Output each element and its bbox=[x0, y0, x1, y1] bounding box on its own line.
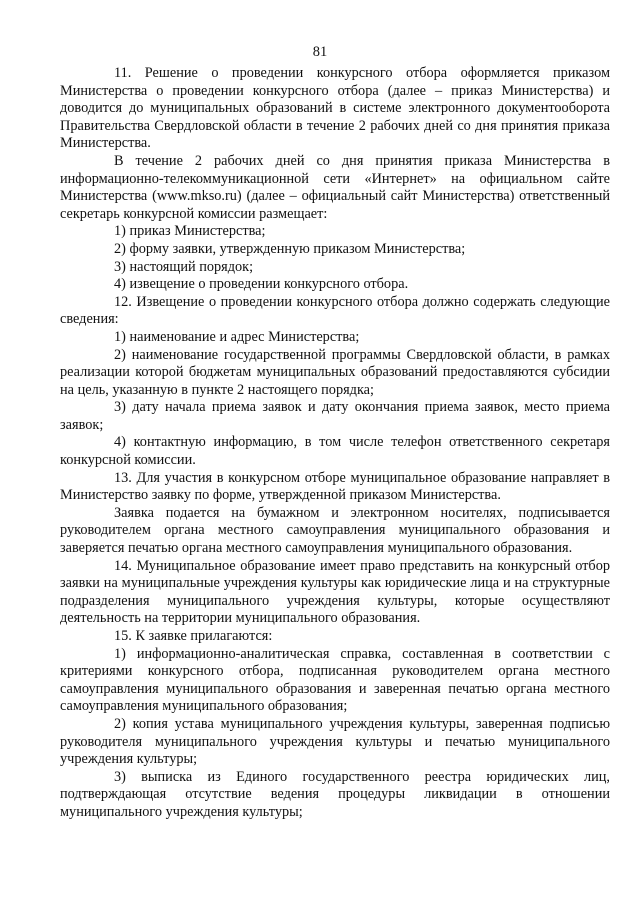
list-item: 2) форму заявки, утвержденную приказом Министерства; bbox=[114, 240, 466, 257]
list-item: 2) копия устава муниципального учреждения культуры, заверенная подписью руководителя муниципального учреждения культуры и печатью муниципального учреждения культуры; bbox=[60, 715, 610, 768]
paragraph-12: 12. Извещение о проведении конкурсного отбора должно содержать следующие сведения: bbox=[60, 293, 610, 328]
list-item: 2) наименование государственной программы Свердловской области, в рамках реализации которой бюджетам муниципальных образований предоставляются субсидии на цель, указанную в пункте 2 настоящего порядка; bbox=[60, 346, 610, 398]
paragraph-publication-intro: В течение 2 рабочих дней со дня принятия приказа Министерства в информационно-телекоммуникационной сети «Интернет» на официальном сайте Министерства (www.mkso.ru) (далее – официальный сайт Министерства) ответственный секретарь конкурсной комиссии размещает: bbox=[60, 152, 610, 222]
list-item: 3) дату начала приема заявок и дату окончания приема заявок, место приема заявок; bbox=[60, 399, 610, 433]
paragraph-13: 13. Для участия в конкурсном отборе муниципальное образование направляет в Министерство заявку по форме, утвержденной приказом Министерства. bbox=[60, 469, 610, 504]
list-item: 1) приказ Министерства; bbox=[114, 223, 266, 240]
list-item: 3) выписка из Единого государственного реестра юридических лиц, подтверждающая отсутствие ведения процедуры ликвидации в отношении муниципального учреждения культуры; bbox=[60, 768, 610, 820]
paragraph-14: 14. Муниципальное образование имеет право представить на конкурсный отбор заявки на муниципальные учреждения культуры как юридические лица и на структурные подразделения муниципального учреждения культуры, которые осуществляют деятельность на территории муниципального образования. bbox=[60, 557, 610, 627]
list-item: 1) наименование и адрес Министерства; bbox=[114, 328, 360, 345]
list-item: 4) извещение о проведении конкурсного отбора. bbox=[114, 276, 409, 293]
list-item: 4) контактную информацию, в том числе телефон ответственного секретаря конкурсной комиссии. bbox=[60, 434, 610, 469]
list-item: 3) настоящий порядок; bbox=[114, 258, 254, 275]
paragraph-15: 15. К заявке прилагаются: bbox=[114, 628, 273, 644]
page-number: 81 bbox=[312, 44, 328, 60]
paragraph-application-submission: Заявка подается на бумажном и электронном носителях, подписывается руководителем органа местного самоуправления муниципального образования и заверяется печатью органа местного самоуправления муниципального образования. bbox=[60, 504, 610, 557]
document-body bbox=[60, 65, 610, 822]
paragraph-11: 11. Решение о проведении конкурсного отбора оформляется приказом Министерства о проведении конкурсного отбора (далее – приказ Министерства) и доводится до муниципальных образований в системе электронного документооборота Правительства Свердловской области в течение 2 рабочих дней со дня принятия приказа Министерства. bbox=[60, 65, 610, 152]
list-item: 1) информационно-аналитическая справка, составленная в соответствии с критериями конкурсного отбора, подписанная руководителем органа местного самоуправления муниципального образования и заверенная печатью органа местного самоуправления муниципального образования; bbox=[60, 645, 610, 715]
